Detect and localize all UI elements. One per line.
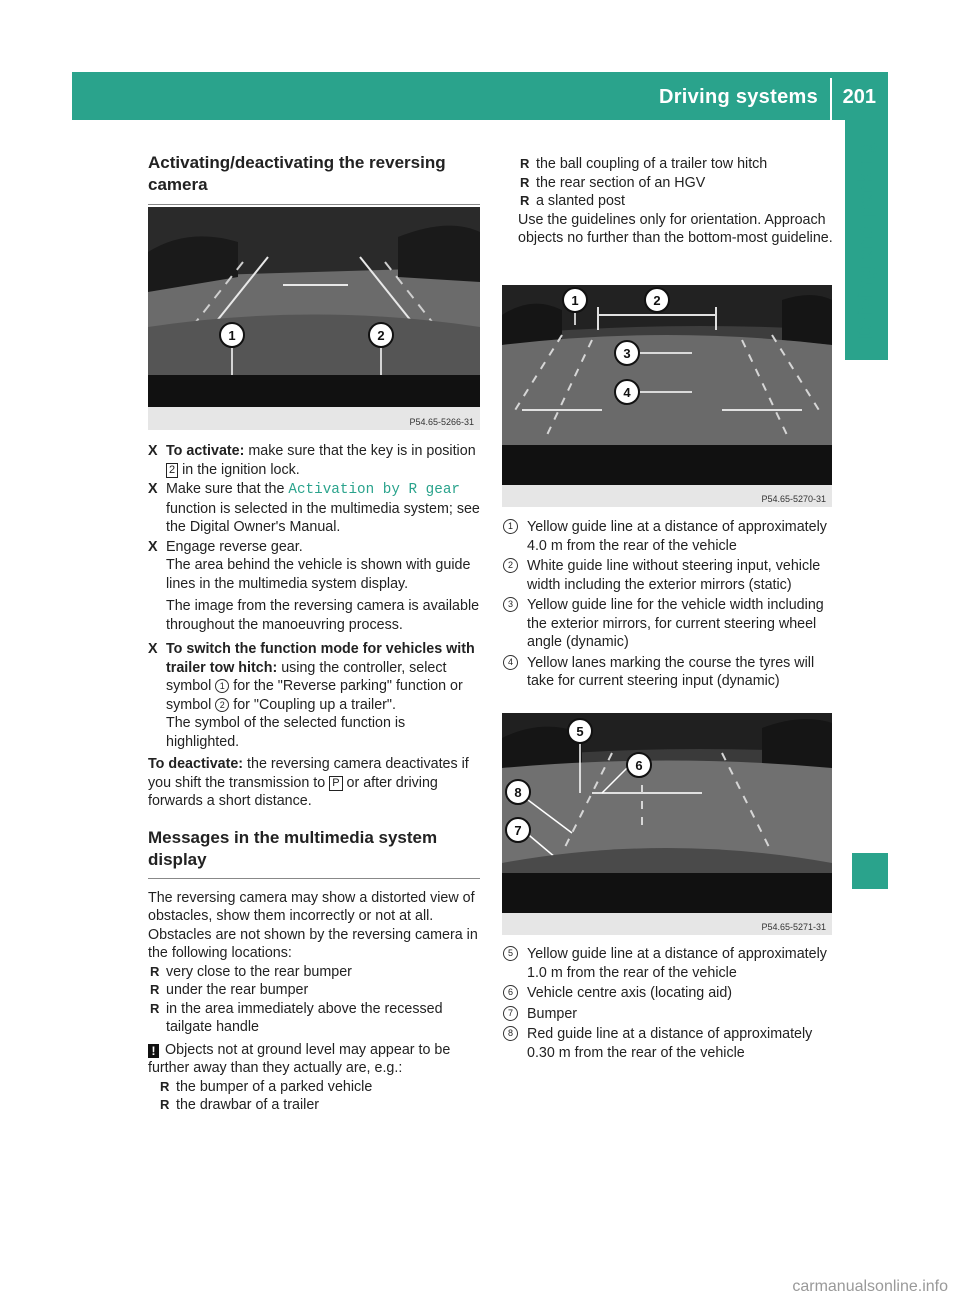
- header-separator: [830, 78, 832, 120]
- side-marker: [852, 853, 888, 889]
- legend-item: 1 Yellow guide line at a distance of approximately 4.0 m from the rear of the vehicle: [503, 518, 833, 555]
- callout-2: 2: [377, 328, 385, 343]
- list-item: R the ball coupling of a trailer tow hitch: [520, 156, 768, 172]
- bullet-icon: R: [150, 1000, 160, 1016]
- legend-item: 5 Yellow guide line at a distance of approximately 1.0 m from the rear of the vehicle: [503, 945, 833, 982]
- page-header: [72, 72, 888, 120]
- heading-activating: Activating/deactivating the reversing camera: [148, 153, 446, 194]
- note-text: The image from the reversing camera is available throughout the manoeuvring process.: [166, 598, 480, 633]
- image-code-3: P54.65-5271-31: [761, 922, 826, 932]
- legend-item: 2 White guide line without steering input, vehicle width including the exterior mirrors (static): [503, 557, 833, 594]
- intro-paragraph: The reversing camera may show a distorted view of obstacles, show them incorrectly or not at all. Obstacles are not shown by the reversing camera in the following locations:: [148, 889, 478, 961]
- step-arrow-icon: X: [148, 538, 158, 555]
- callout-1: 1: [228, 328, 236, 343]
- heading-rule: [148, 878, 480, 879]
- legend-1: [503, 518, 833, 693]
- number-circle: 1: [503, 519, 518, 534]
- number-circle: 2: [503, 558, 518, 573]
- footer-watermark: carmanualsonline.info: [792, 1278, 948, 1295]
- menu-item-ref: Activation by R gear: [288, 482, 460, 498]
- left-text: [148, 442, 480, 1115]
- list-item: R the bumper of a parked vehicle: [160, 1078, 373, 1095]
- number-circle: 8: [503, 1026, 518, 1041]
- list-item: R the rear section of an HGV: [520, 174, 706, 191]
- bullet-icon: R: [160, 1097, 170, 1112]
- heading-rule: [148, 204, 480, 205]
- symbol-2-ref: 2: [215, 698, 229, 712]
- legend-item: 6 Vehicle centre axis (locating aid): [503, 984, 833, 1003]
- bullet-icon: R: [150, 982, 160, 997]
- guideline-note: Use the guidelines only for orientation. Approach objects no further than the bottom-most guideline.: [518, 211, 833, 246]
- legend-item: 7 Bumper: [503, 1005, 833, 1024]
- camera-view-3: [502, 713, 832, 935]
- callout-3: 3: [623, 346, 631, 361]
- bullet-icon: R: [520, 193, 530, 208]
- key-position-box: 2: [166, 463, 178, 478]
- step-activate: X To activate: make sure that the key is in position 2 in the ignition lock.: [148, 443, 476, 478]
- step-arrow-icon: X: [148, 443, 158, 459]
- legend-item: 3 Yellow guide line for the vehicle width including the exterior mirrors, for current steering wheel angle (dynamic): [503, 596, 833, 652]
- step-arrow-icon: X: [148, 641, 158, 657]
- legend-2: [503, 945, 833, 1064]
- camera-view-2: [502, 285, 832, 507]
- step-engage: X Engage reverse gear. The area behind the vehicle is shown with guide lines in the multimedia system display. The image from the reversing camera is available throughout the manoeuvring process.: [148, 538, 480, 633]
- step-arrow-icon: X: [148, 481, 158, 497]
- legend-item: 8 Red guide line at a distance of approximately 0.30 m from the rear of the vehicle: [503, 1025, 833, 1062]
- number-circle: 3: [503, 597, 518, 612]
- list-item: R the drawbar of a trailer: [160, 1097, 320, 1113]
- list-item: R under the rear bumper: [150, 982, 309, 998]
- number-circle: 5: [503, 946, 518, 961]
- bullet-icon: R: [150, 963, 160, 979]
- symbol-1-ref: 1: [215, 679, 229, 693]
- camera-image-3: [502, 713, 832, 935]
- callout-5: 5: [576, 724, 584, 739]
- callout-1: 1: [571, 293, 579, 308]
- step-setting: X Make sure that the Activation by R gear function is selected in the multimedia system; see the Digital Owner's Manual.: [148, 481, 480, 535]
- camera-view-1: [148, 207, 480, 430]
- callout-2: 2: [653, 293, 661, 308]
- number-circle: 7: [503, 1006, 518, 1021]
- section-title: Driving systems: [658, 86, 818, 108]
- right-top-text: [518, 155, 833, 248]
- list-item: R in the area immediately above the recessed tailgate handle: [150, 1000, 443, 1035]
- warning-text: ! Objects not at ground level may appear to be further away than they actually are, e.g.:: [148, 1041, 451, 1076]
- heading-messages: Messages in the multimedia system display: [148, 827, 438, 869]
- camera-image-1: [148, 207, 480, 430]
- list-item: R a slanted post: [520, 193, 626, 209]
- left-column: [148, 152, 480, 205]
- list-item: R very close to the rear bumper: [150, 963, 352, 980]
- callout-7: 7: [514, 823, 522, 838]
- bullet-icon: R: [520, 174, 530, 190]
- step-trailer-mode: X To switch the function mode for vehicles with trailer tow hitch: using the controller, select symbol 1 for the "Reverse parking" function or symbol 2 for "Coupling up a trailer". The symbol of the selected function is highlighted.: [148, 641, 475, 750]
- image-code-2: P54.65-5270-31: [761, 494, 826, 504]
- deactivate-text: To deactivate: the reversing camera deactivates if you shift the transmission to P or after driving forwards a short distance.: [148, 756, 469, 809]
- key-p-box: P: [329, 776, 342, 791]
- chapter-label: Driving and parking: [854, 141, 877, 339]
- callout-6: 6: [635, 758, 643, 773]
- number-circle: 6: [503, 985, 518, 1000]
- image-code-1: P54.65-5266-31: [409, 417, 474, 427]
- bullet-icon: R: [160, 1078, 170, 1094]
- camera-image-2: [502, 285, 832, 507]
- legend-item: 4 Yellow lanes marking the course the tyres will take for current steering input (dynamic): [503, 654, 833, 691]
- callout-4: 4: [623, 385, 631, 400]
- bullet-icon: R: [520, 156, 530, 171]
- callout-8: 8: [514, 785, 522, 800]
- number-circle: 4: [503, 655, 518, 670]
- warning-icon: !: [148, 1044, 159, 1058]
- page-number: 201: [842, 86, 876, 108]
